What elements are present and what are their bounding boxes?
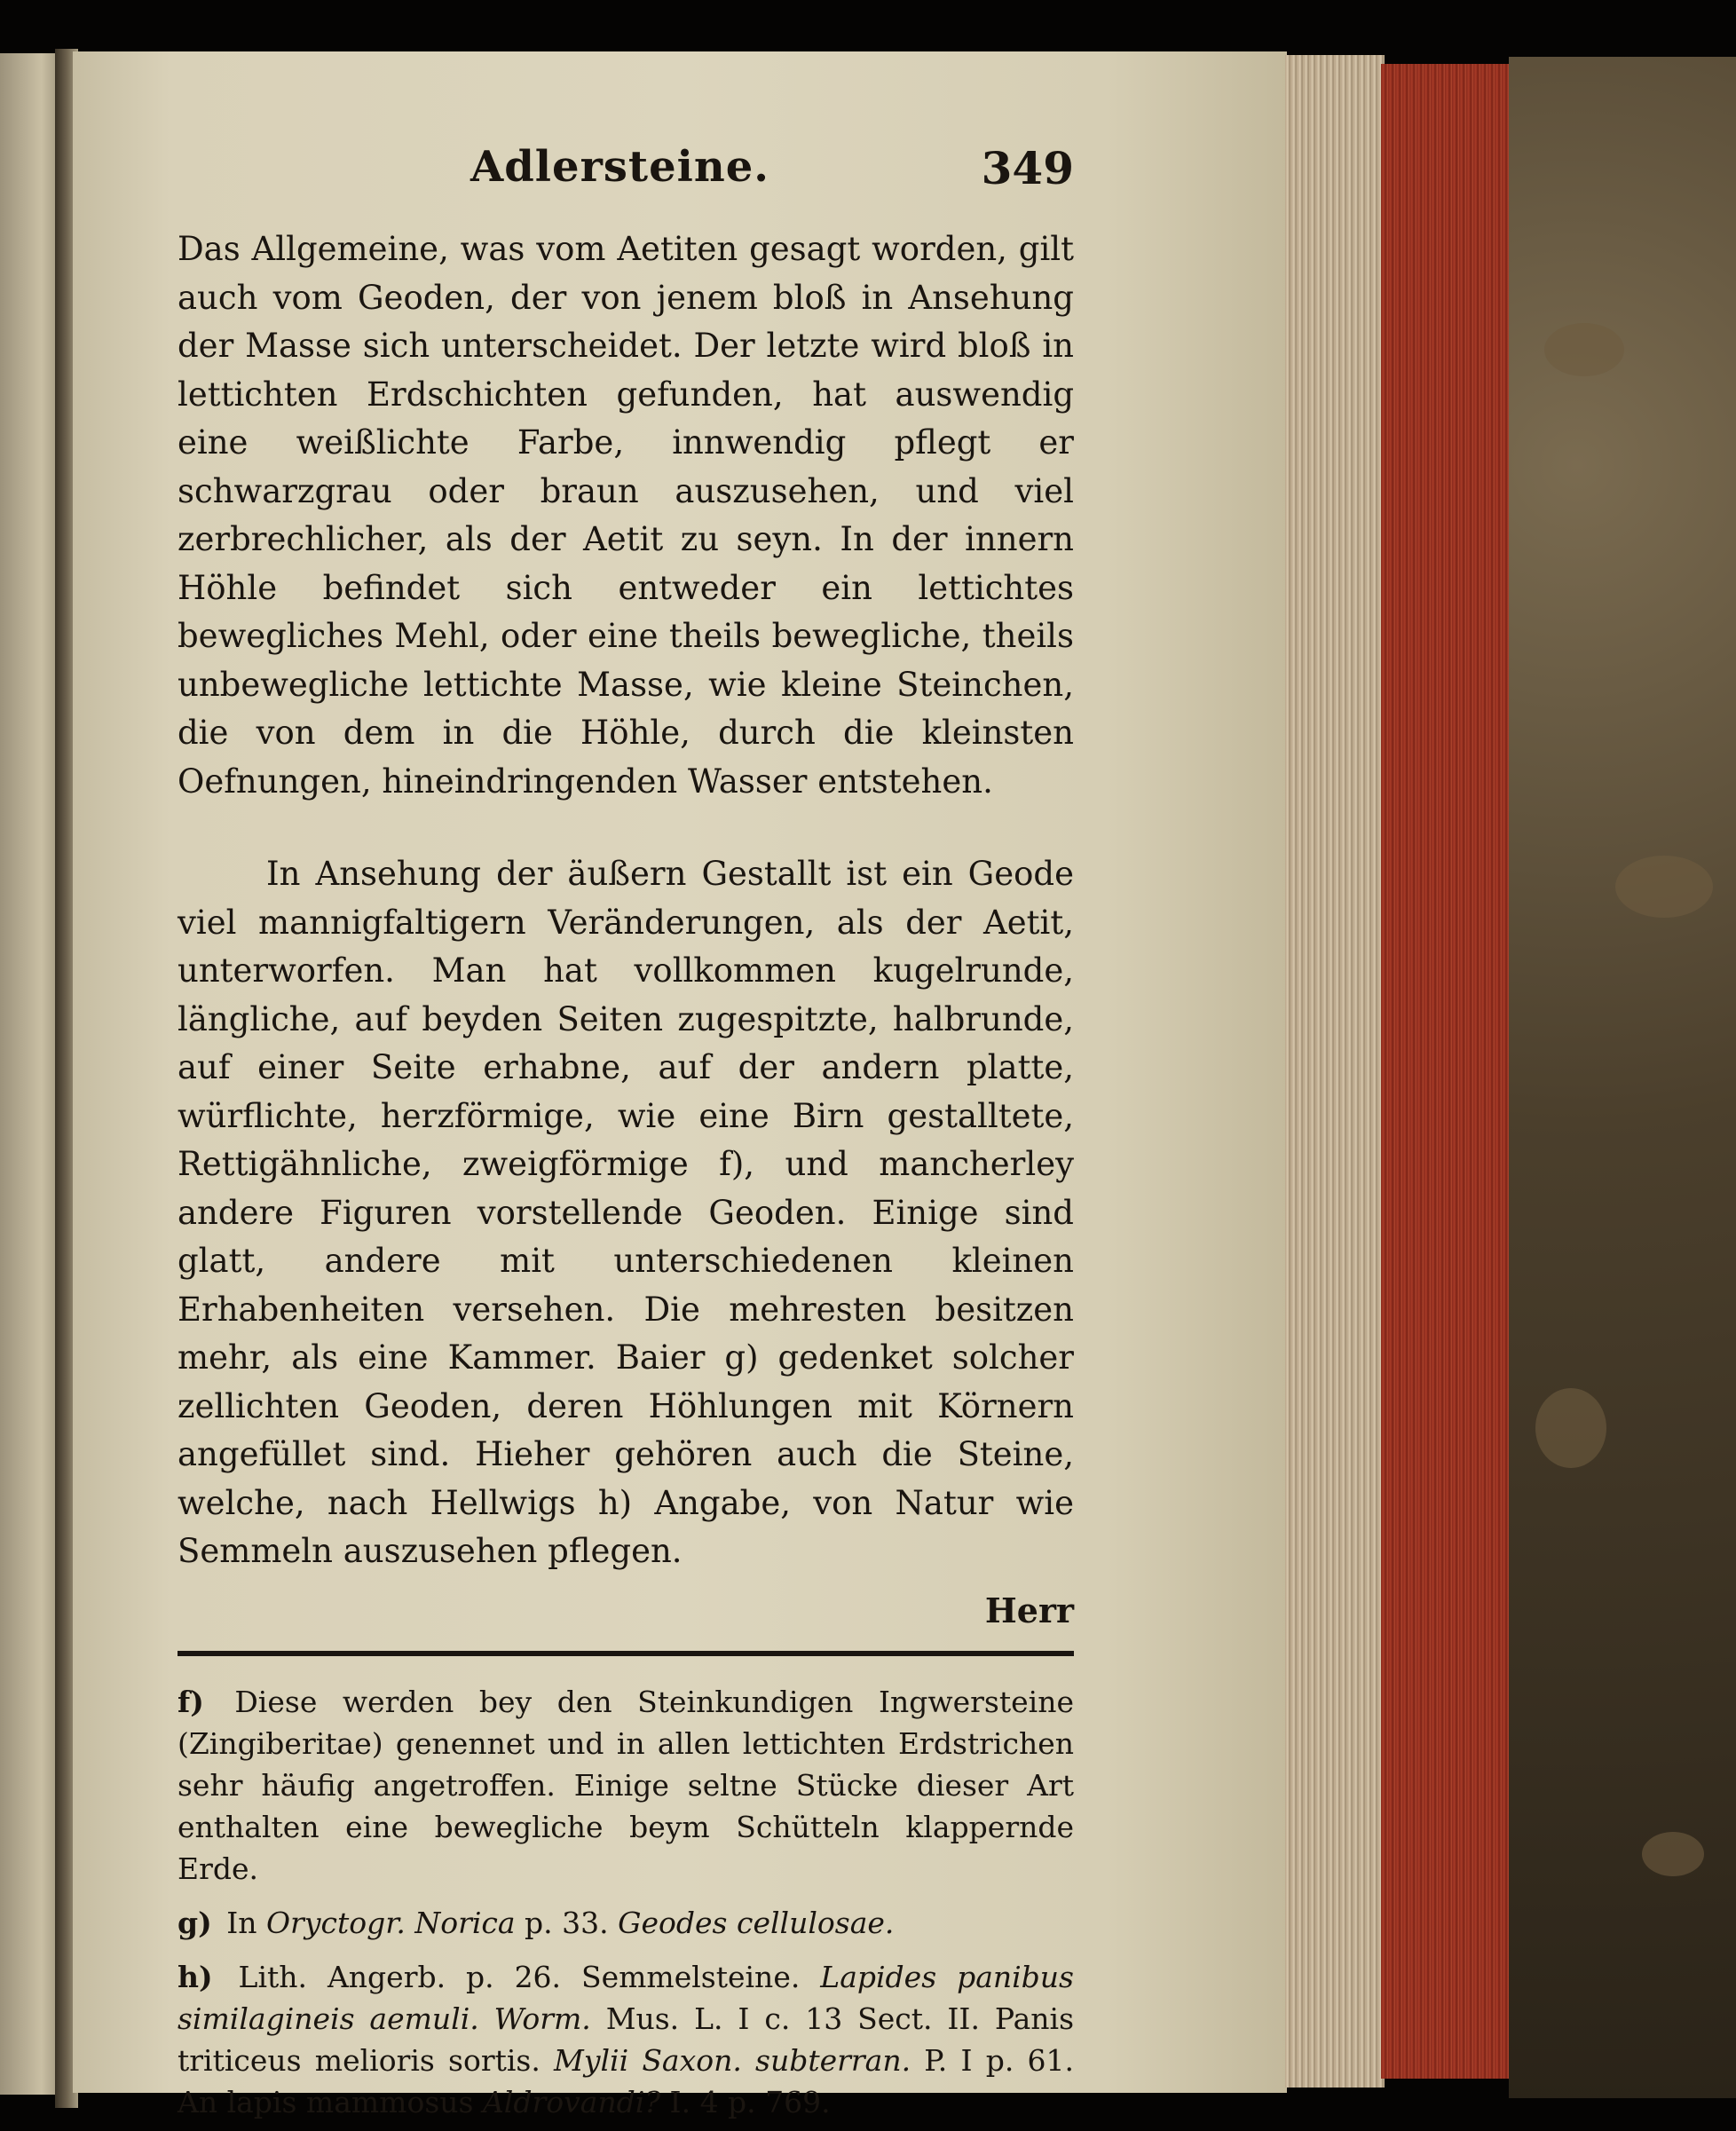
- catchword: Herr: [984, 1590, 1074, 1630]
- footnote-f: [178, 1681, 1074, 1890]
- page-content: [178, 142, 1074, 2131]
- red-fore-edge: [1381, 64, 1514, 2079]
- footnote-text: Mus. L. I c. 13 Sect. II. Panis triticeus melioris sortis.: [178, 2001, 1075, 2078]
- footnote-text: In: [226, 1905, 266, 1940]
- footnote-text: Lith. Angerb. p. 26. Semmelsteine.: [238, 1959, 821, 1994]
- paragraph-2: In Ansehung der äußern Gestallt ist ein Geode viel mannigfaltigern Veränderungen, als der Aetit, unterworfen. Man hat vollkommen kugelrunde, längliche, auf beyden Seiten zugespitzte, halbrunde, auf einer Seite erhabne, auf der andern platte, würflichte, herzförmige, wie eine Birn gestalltete, Rettigähnliche, zweigförmige f), und mancherley andere Figuren vorstellende Geoden. Einige sind glatt, andere mit unterschiedenen kleinen Erhabenheiten versehen. Die mehresten besitzen mehr, als eine Kammer. Baier g) gedenket solcher zellichten Geoden, deren Höhlungen mit Körnern angefüllet sind. Hieher gehören auch die Steine, welche, nach Hellwigs h) Angabe, von Natur wie Semmeln auszusehen pflegen.: [178, 855, 1074, 1570]
- page-header: [178, 142, 1074, 213]
- footnote-text: P. I p. 61. An lapis mammosus: [178, 2042, 1074, 2119]
- footnote-italic: Geodes cellulosae.: [618, 1905, 895, 1940]
- footnote-rule: [178, 1651, 1074, 1656]
- footnote-italic: Lapides panibus similagineis aemuli. Worm.: [178, 1959, 1074, 2036]
- footnote-text: p. 33.: [515, 1905, 619, 1940]
- footnote-mark: g): [178, 1905, 212, 1940]
- footnote-italic: Oryctogr. Norica: [265, 1905, 516, 1940]
- page-number: 349: [981, 142, 1074, 194]
- footnote-mark: h): [178, 1959, 213, 1994]
- footnote-mark: f): [178, 1684, 204, 1719]
- footnote-h: [178, 1956, 1074, 2123]
- footnote-text: Diese werden bey den Steinkundigen Ingwersteine (Zingiberitae) genennet und in allen lettichten Erdstrichen sehr häufig angetroffen. Einige seltne Stücke dieser Art enthalten eine bewegliche beym Schütteln klappernde Erde.: [178, 1684, 1074, 1886]
- running-head: Adlersteine.: [470, 142, 769, 192]
- footnote-italic: Mylii Saxon. subterran.: [554, 2042, 911, 2078]
- footnote-italic: Aldrovandi?: [482, 2084, 661, 2119]
- paragraph-1: Das Allgemeine, was vom Aetiten gesagt worden, gilt auch vom Geoden, der von jenem bloß in Ansehung der Masse sich unterscheidet. Der letzte wird bloß in lettichten Erdschichten gefunden, hat auswendig eine weißlichte Farbe, innwendig pflegt er schwarzgrau oder braun auszusehen, und viel zerbrechlicher, als der Aetit zu seyn. In der innern Höhle befindet sich entweder ein lettichtes bewegliches Mehl, oder eine theils bewegliche, theils unbewegliche lettichte Masse, wie kleine Steinchen, die von dem in die Höhle, durch die kleinsten Oefnungen, hineindringenden Wasser entstehen.: [178, 230, 1074, 801]
- marbled-cover: [1509, 57, 1736, 2098]
- footnotes: [178, 1681, 1074, 2123]
- page-edges: [1285, 55, 1385, 2088]
- footnote-g: [178, 1902, 1074, 1944]
- footnote-text: I. 4 p. 769.: [660, 2084, 831, 2119]
